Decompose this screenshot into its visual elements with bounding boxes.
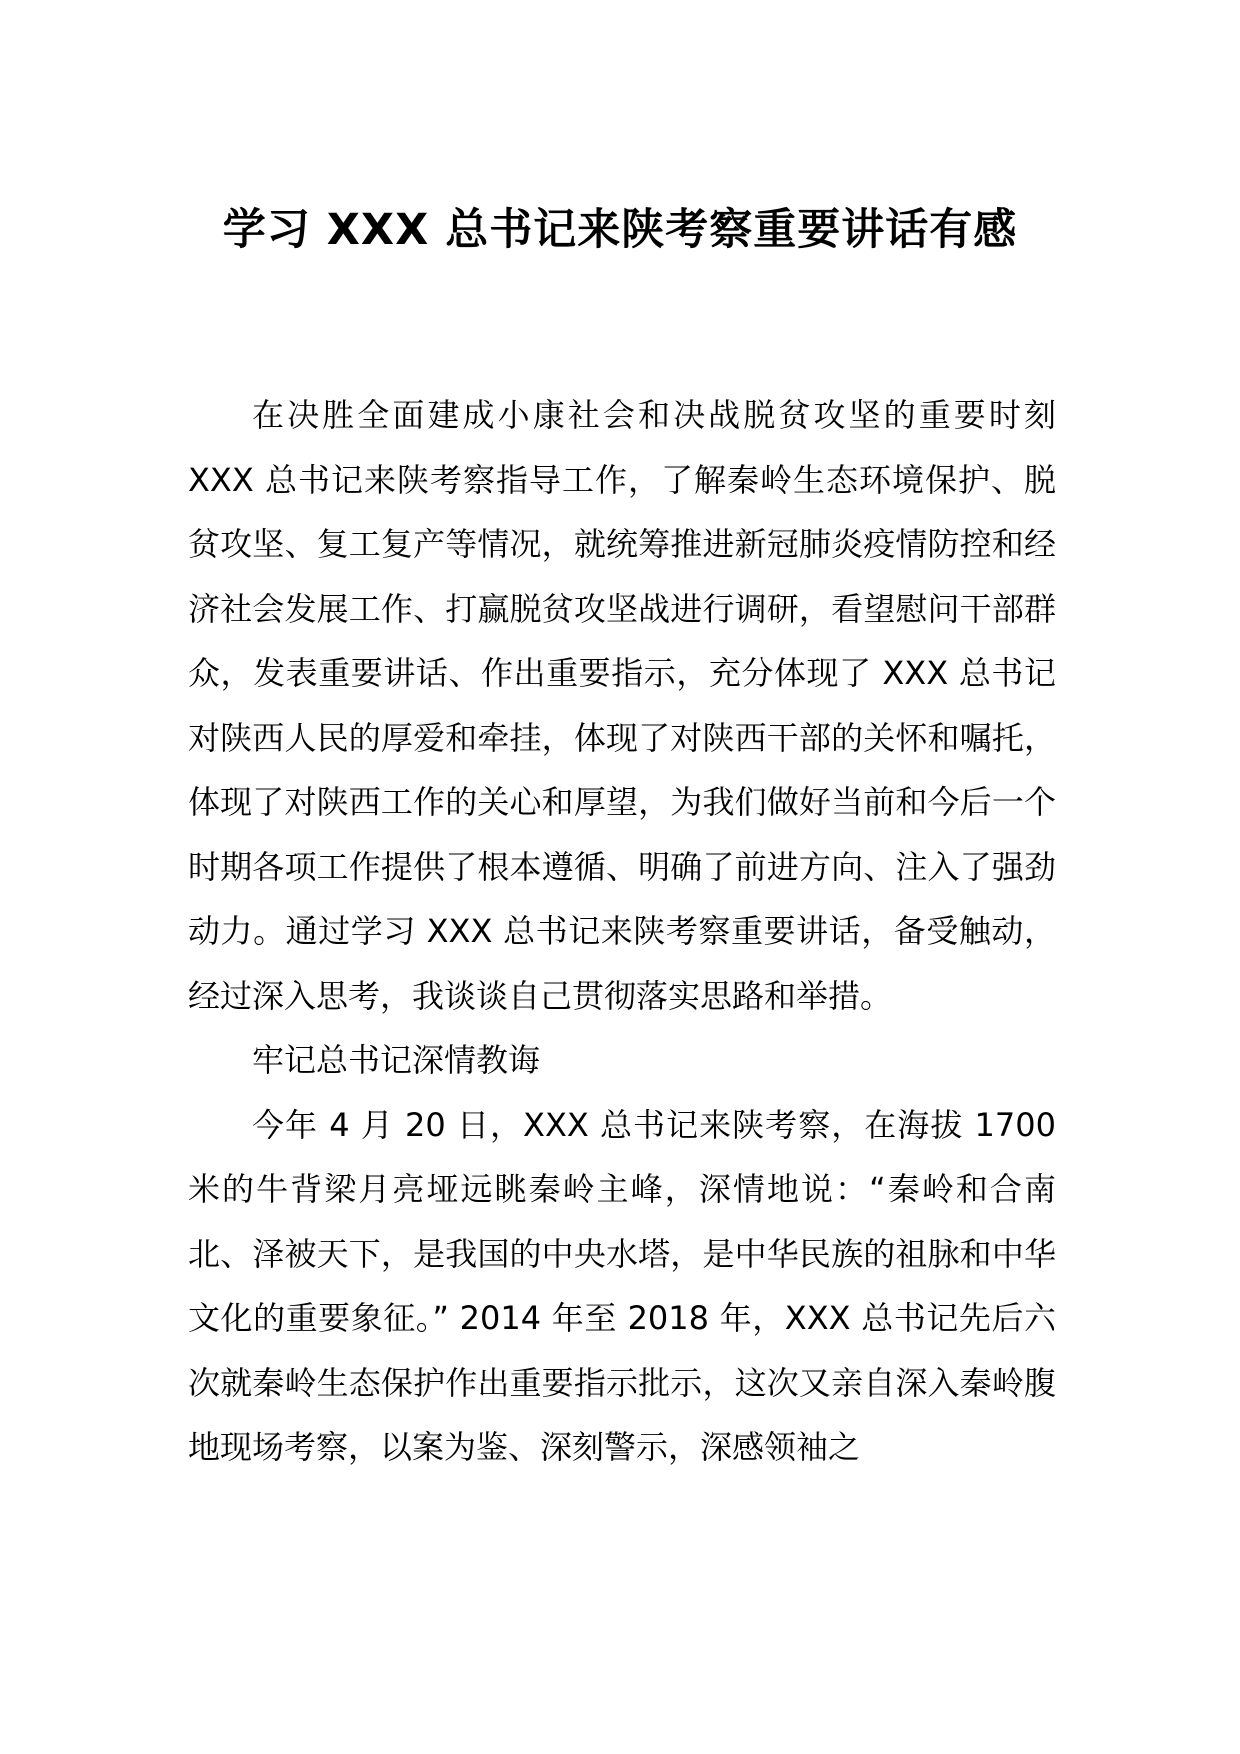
document-body <box>188 383 1056 1480</box>
document-title: 学习 XXX 总书记来陕考察重要讲话有感 <box>222 205 1018 255</box>
body-paragraph: 今年 4 月 20 日，XXX 总书记来陕考察，在海拔 1700 米的牛背梁月亮垭远眺秦岭主峰，深情地说：“秦岭和合南北、泽被天下，是我国的中央水塔，是中华民族的祖脉和中华文化的重要象征。” 2014 年至 2018 年，XXX 总书记先后六次就秦岭生态保护作出重要指示批示，这次又亲自深入秦岭腹地现场考察，以案为鉴、深刻警示，深感领袖之 <box>188 1105 1056 1466</box>
body-paragraph-intro: 在决胜全面建成小康社会和决战脱贫攻坚的重要时刻 XXX 总书记来陕考察指导工作，了解秦岭生态环境保护、脱贫攻坚、复工复产等情况，就统筹推进新冠肺炎疫情防控和经济社会发展工作、打赢脱贫攻坚战进行调研，看望慰问干部群众，发表重要讲话、作出重要指示，充分体现了 XXX 总书记对陕西人民的厚爱和牵挂，体现了对陕西干部的关怀和嘱托，体现了对陕西工作的关心和厚望，为我们做好当前和今后一个时期各项工作提供了根本遵循、明确了前进方向、注入了强劲动力。通过学习 XXX 总书记来陕考察重要讲话，备受触动，经过深入思考，我谈谈自己贯彻落实思路和举措。 <box>188 396 1056 1015</box>
section-heading: 牢记总书记深情教诲 <box>252 1041 541 1079</box>
